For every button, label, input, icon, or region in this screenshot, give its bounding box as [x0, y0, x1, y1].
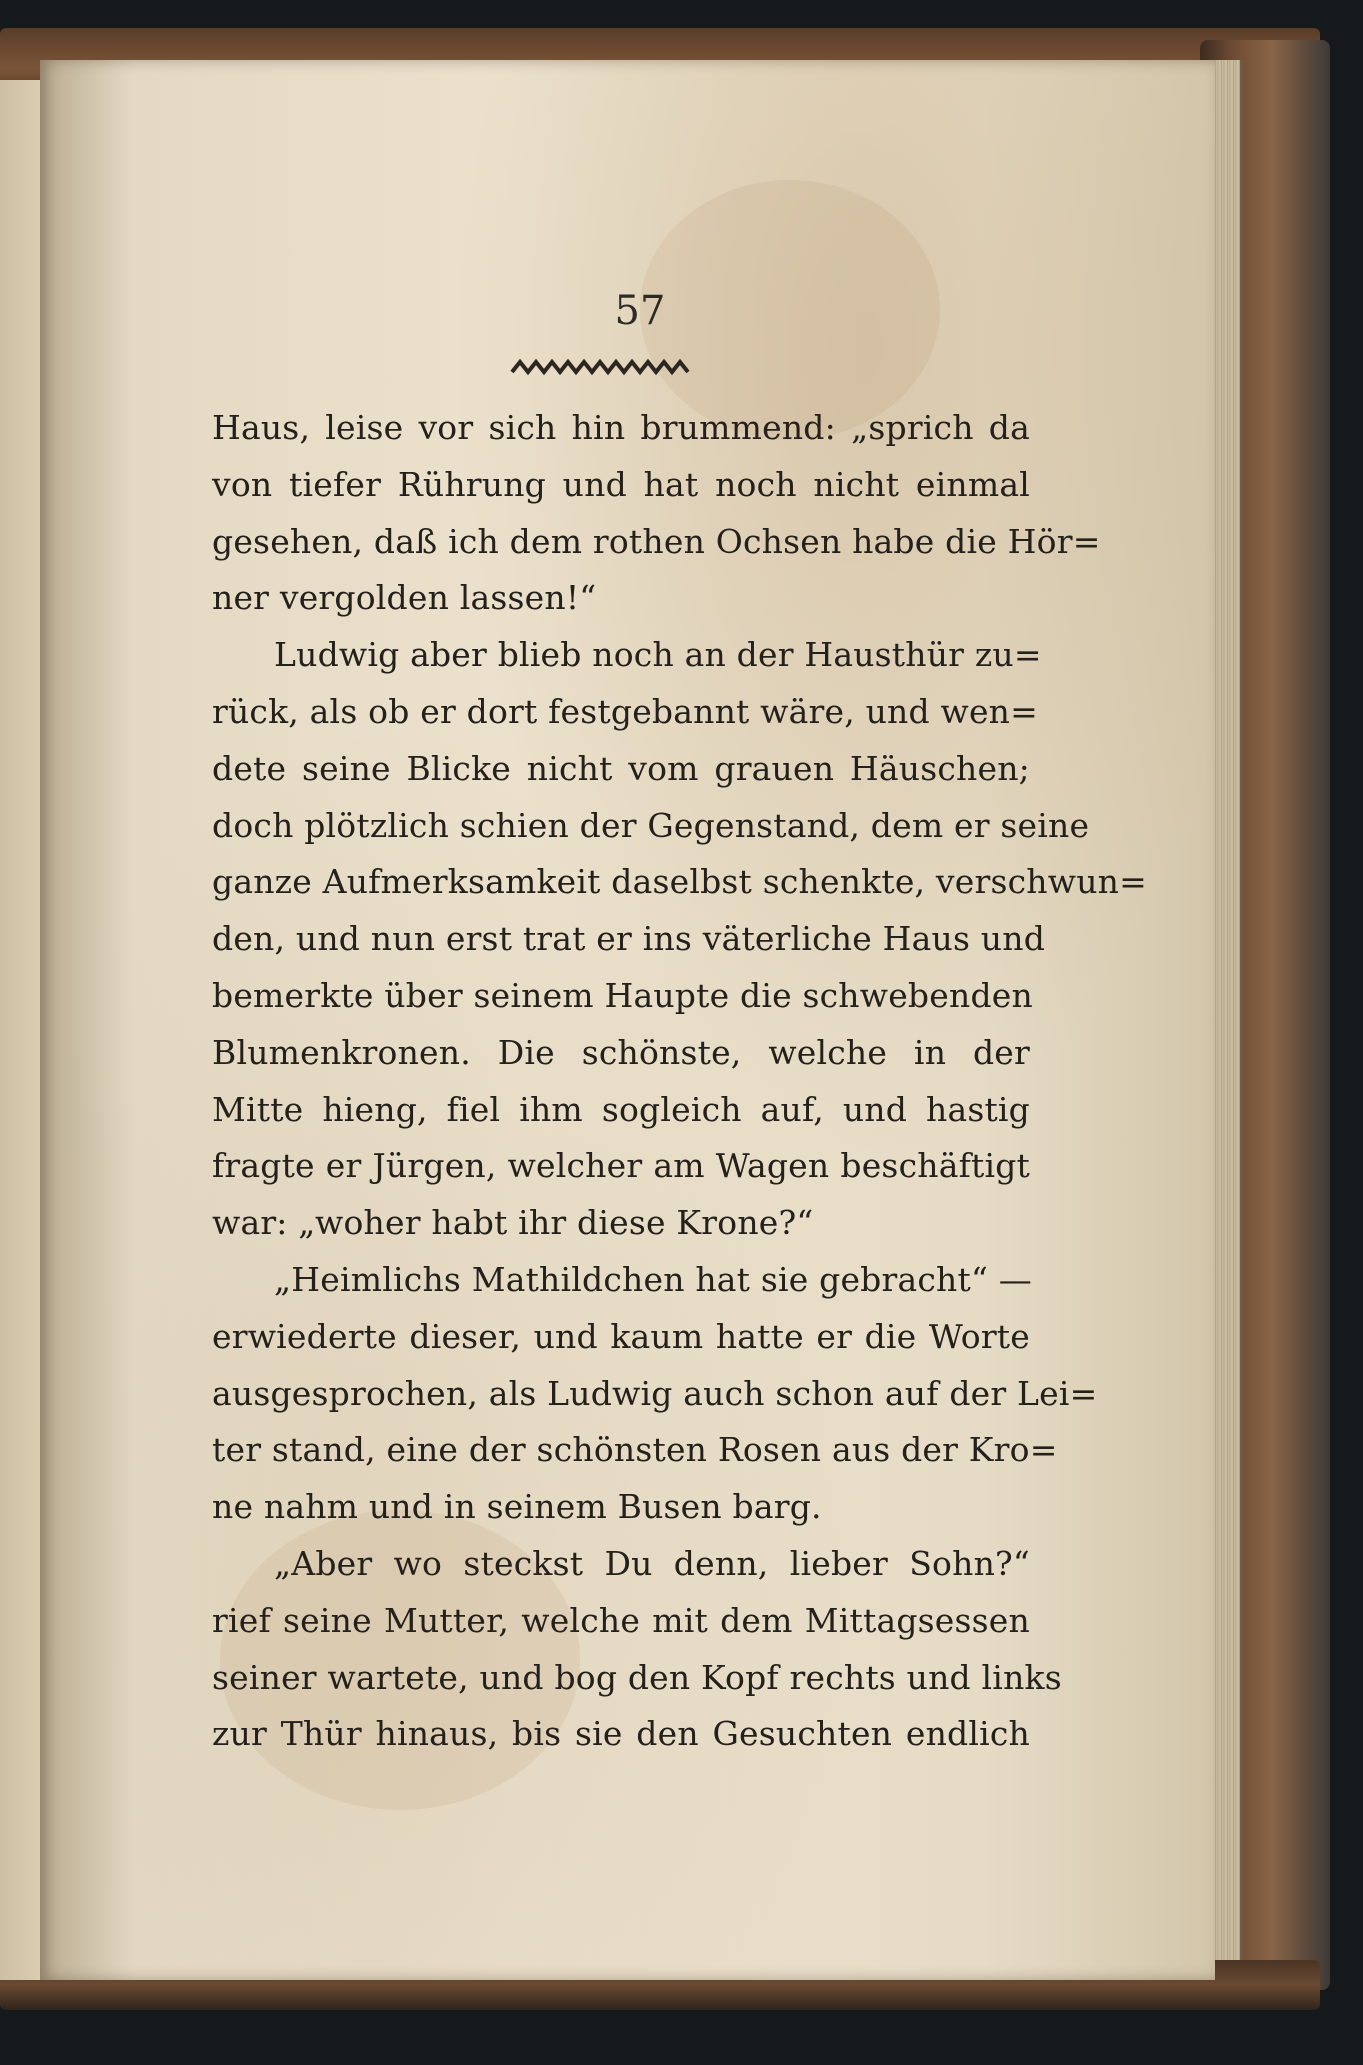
text-line: erwiederte dieser, und kaum hatte er die Worte [212, 1316, 1030, 1356]
text-line: rief seine Mutter, welche mit dem Mittagsessen [212, 1600, 1030, 1640]
text-line: gesehen, daß ich dem rothen Ochsen habe die Hör= [212, 521, 1101, 561]
text-line: von tiefer Rührung und hat noch nicht einmal [212, 464, 1030, 504]
text-line: Mitte hieng, fiel ihm sogleich auf, und hastig [212, 1089, 1030, 1129]
text-line: zur Thür hinaus, bis sie den Gesuchten endlich [212, 1714, 1030, 1754]
text-line: „Aber wo steckst Du denn, lieber Sohn?“ [274, 1543, 1030, 1583]
page-number: 57 [614, 288, 666, 334]
text-line: ne nahm und in seinem Busen barg. [212, 1487, 822, 1527]
text-line: ter stand, eine der schönsten Rosen aus der Kro= [212, 1430, 1058, 1470]
book-page [40, 60, 1215, 1980]
text-line: dete seine Blicke nicht vom grauen Häuschen; [212, 748, 1030, 788]
text-line: Ludwig aber blieb noch an der Hausthür zu= [274, 635, 1042, 675]
wavy-rule-ornament [510, 356, 690, 380]
text-line: den, und nun erst trat er ins väterliche Haus und [212, 919, 1046, 959]
text-line: doch plötzlich schien der Gegenstand, dem er seine [212, 805, 1090, 845]
text-line: ganze Aufmerksamkeit daselbst schenkte, verschwun= [212, 862, 1147, 902]
text-line: seiner wartete, und bog den Kopf rechts und links [212, 1657, 1062, 1697]
text-line: Haus, leise vor sich hin brummend: „sprich da [212, 408, 1030, 447]
text-line: bemerkte über seinem Haupte die schwebenden [212, 975, 1033, 1015]
text-line: Blumenkronen. Die schönste, welche in der [212, 1032, 1030, 1072]
text-line: fragte er Jürgen, welcher am Wagen beschäftigt [212, 1146, 1030, 1186]
text-line: ner vergolden lassen!“ [212, 578, 597, 618]
text-line: rück, als ob er dort festgebannt wäre, und wen= [212, 691, 1038, 731]
text-line: war: „woher habt ihr diese Krone?“ [212, 1203, 814, 1243]
text-line: „Heimlichs Mathildchen hat sie gebracht“ — [274, 1259, 1032, 1299]
body-text [212, 400, 1147, 1763]
text-line: ausgesprochen, als Ludwig auch schon auf der Lei= [212, 1373, 1098, 1413]
